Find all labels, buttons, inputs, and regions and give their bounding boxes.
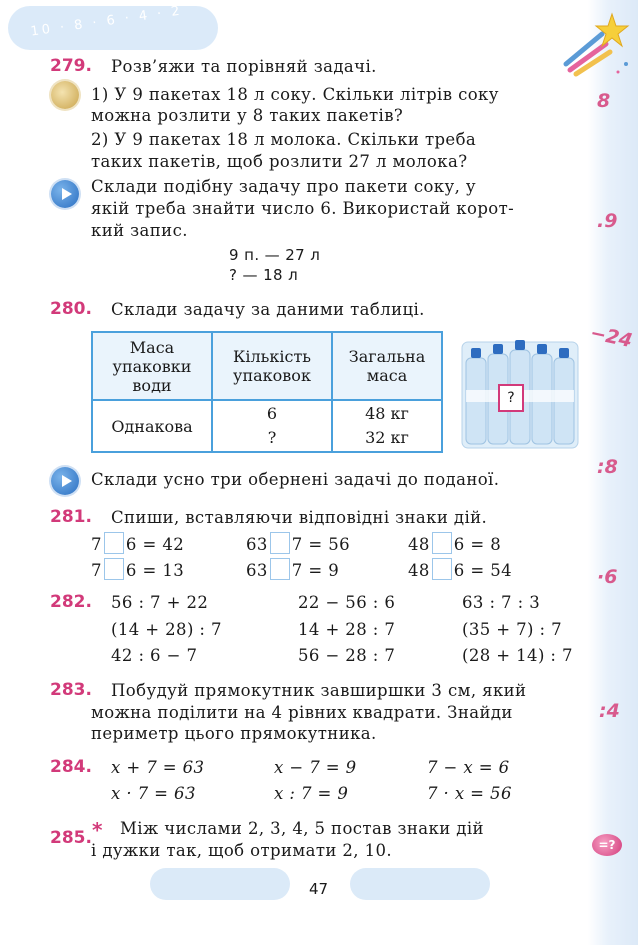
page-number: 47 — [309, 880, 329, 898]
task-number-281: 281. — [50, 507, 92, 527]
margin-number: .9 — [597, 210, 618, 232]
shooting-star-icon — [556, 4, 636, 80]
task-283-line2: можна поділити на 4 рівних квадрати. Знайди — [91, 703, 513, 722]
task-279-part2-line2: таких пакетів, щоб розлити 27 л молока? — [91, 152, 468, 171]
expression-282: (35 + 7) : 7 — [462, 620, 563, 639]
task-279-part2-line1: 2) У 9 пакетах 18 л молока. Скільки треба — [91, 130, 477, 149]
short-note-line1: 9 п. — 27 л — [229, 246, 321, 264]
blank-box[interactable] — [104, 558, 124, 580]
blank-box[interactable] — [270, 532, 290, 554]
play-icon — [51, 467, 79, 495]
table-header-count: Кількість упаковок — [212, 332, 332, 400]
bottom-cloud-right — [350, 868, 490, 900]
short-note-line2: ? — 18 л — [229, 266, 299, 284]
equation-281: 48 6 = 8 — [408, 532, 501, 554]
expression-282: (28 + 14) : 7 — [462, 646, 573, 665]
table-header-total: Загальна маса — [332, 332, 442, 400]
margin-number: 8 — [597, 90, 611, 112]
blank-box[interactable] — [432, 558, 452, 580]
star-mark: * — [91, 818, 103, 842]
task-number-283: 283. — [50, 680, 92, 700]
equation-284: x − 7 = 9 — [274, 758, 357, 777]
task-283-line3: периметр цього прямокутника. — [91, 724, 377, 743]
blank-box[interactable] — [270, 558, 290, 580]
expression-282: 63 : 7 : 3 — [462, 593, 541, 612]
expression-282: 56 − 28 : 7 — [298, 646, 396, 665]
task-285-line2: і дужки так, щоб отримати 2, 10. — [91, 841, 393, 860]
task-number-280: 280. — [50, 299, 92, 319]
equation-284: 7 − x = 6 — [427, 758, 510, 777]
table-cell-mass: 48 кг 32 кг — [332, 400, 442, 452]
task-279-extra-line2: якій треба знайти число 6. Використай корот- — [91, 199, 515, 218]
task-280-title: Склади задачу за даними таблиці. — [111, 300, 425, 319]
expression-282: (14 + 28) : 7 — [111, 620, 222, 639]
task-number-279: 279. — [50, 56, 92, 76]
task-279-part1-line2: можна розлити у 8 таких пакетів? — [91, 106, 404, 125]
margin-number: :4 — [599, 700, 620, 722]
task-279-title: Розв’яжи та порівняй задачі. — [111, 57, 377, 76]
data-table — [91, 331, 443, 453]
table-header-mass: Маса упаковки води — [92, 332, 212, 400]
task-number-285: 285.* — [50, 818, 103, 848]
task-283-line1: Побудуй прямокутник завширшки 3 см, який — [111, 681, 527, 700]
expression-282: 22 − 56 : 6 — [298, 593, 396, 612]
expression-282: 42 : 6 − 7 — [111, 646, 198, 665]
task-279-extra-line1: Склади подібну задачу про пакети соку, у — [91, 177, 477, 196]
equation-281: 48 6 = 54 — [408, 558, 512, 580]
equation-284: x + 7 = 63 — [111, 758, 205, 777]
task-281-title: Спиши, вставляючи відповідні знаки дій. — [111, 508, 488, 527]
equation-281: 7 6 = 13 — [91, 558, 184, 580]
task-279-extra-line3: кий запис. — [91, 221, 188, 240]
equation-284: 7 · x = 56 — [427, 784, 512, 803]
play-icon — [51, 180, 79, 208]
margin-number: :8 — [597, 456, 618, 478]
top-cloud-digits: 10 · 8 · 6 · 4 · 2 — [29, 3, 184, 40]
task-279-part1-line1: 1) У 9 пакетах 18 л соку. Скільки літрів соку — [91, 85, 499, 104]
equation-281: 7 6 = 42 — [91, 532, 184, 554]
task-number-284: 284. — [50, 757, 92, 777]
blank-box[interactable] — [104, 532, 124, 554]
task-number-282: 282. — [50, 592, 92, 612]
equation-284: x · 7 = 63 — [111, 784, 196, 803]
expression-282: 14 + 28 : 7 — [298, 620, 396, 639]
equation-284: x : 7 = 9 — [274, 784, 349, 803]
expression-282: 56 : 7 + 22 — [111, 593, 209, 612]
task-285-line1: Між числами 2, 3, 4, 5 постав знаки дій — [120, 819, 484, 838]
puzzle-icon — [51, 81, 79, 109]
quiz-icon: =? — [592, 834, 622, 856]
image-question-label: ? — [498, 384, 524, 412]
equation-281: 63 7 = 9 — [246, 558, 339, 580]
task-280-extra: Склади усно три обернені задачі до поданої. — [91, 470, 500, 489]
blank-box[interactable] — [432, 532, 452, 554]
bottom-cloud-left — [150, 868, 290, 900]
table-cell-count: 6 ? — [212, 400, 332, 452]
table-cell-row-label: Однакова — [92, 400, 212, 452]
equation-281: 63 7 = 56 — [246, 532, 350, 554]
margin-number: ·6 — [597, 566, 618, 588]
margin-number: −24 — [588, 321, 635, 353]
